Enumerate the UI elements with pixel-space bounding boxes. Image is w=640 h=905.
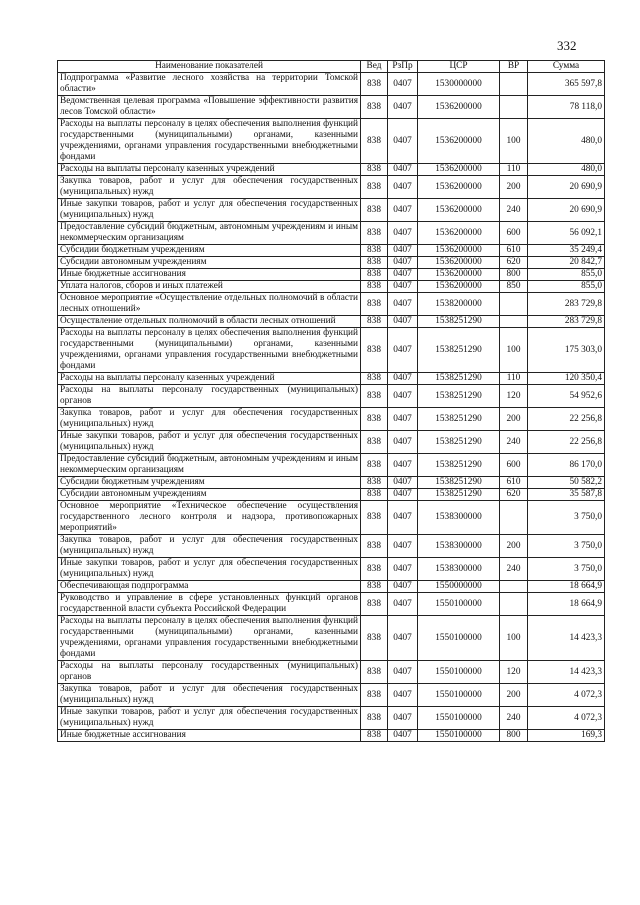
table-row [58,73,605,96]
cell-ved: 838 [361,293,388,316]
cell-name: Расходы на выплаты персоналу казенных учреждений [58,373,361,385]
cell-csr: 1550100000 [418,616,500,661]
cell-sum: 283 729,8 [528,316,605,328]
cell-csr: 1538251290 [418,385,500,408]
cell-sum: 18 664,9 [528,581,605,593]
table-row [58,661,605,684]
header-rzpr: РзПр [388,61,418,73]
cell-ved: 838 [361,408,388,431]
cell-ved: 838 [361,501,388,535]
cell-name: Иные закупки товаров, работ и услуг для обеспечения государственных (муниципальных) нужд [58,199,361,222]
cell-rzpr: 0407 [388,477,418,489]
cell-vr [500,316,528,328]
cell-vr: 850 [500,281,528,293]
table-row [58,616,605,661]
table-row [58,431,605,454]
cell-ved: 838 [361,431,388,454]
cell-ved: 838 [361,73,388,96]
cell-rzpr: 0407 [388,245,418,257]
cell-name: Расходы на выплаты персоналу казенных учреждений [58,164,361,176]
cell-csr: 1550100000 [418,661,500,684]
cell-ved: 838 [361,222,388,245]
table-row [58,222,605,245]
cell-vr: 240 [500,558,528,581]
cell-rzpr: 0407 [388,281,418,293]
cell-csr: 1536200000 [418,96,500,119]
cell-vr: 200 [500,176,528,199]
budget-table [57,60,605,742]
cell-vr [500,581,528,593]
cell-rzpr: 0407 [388,661,418,684]
cell-csr: 1538300000 [418,501,500,535]
cell-vr: 240 [500,707,528,730]
cell-vr: 800 [500,269,528,281]
cell-vr: 200 [500,535,528,558]
cell-csr: 1538251290 [418,316,500,328]
cell-ved: 838 [361,373,388,385]
cell-sum: 120 350,4 [528,373,605,385]
cell-sum: 20 690,9 [528,199,605,222]
cell-csr: 1536200000 [418,281,500,293]
cell-ved: 838 [361,257,388,269]
header-vr: ВР [500,61,528,73]
cell-ved: 838 [361,477,388,489]
cell-rzpr: 0407 [388,316,418,328]
cell-sum: 3 750,0 [528,535,605,558]
cell-ved: 838 [361,454,388,477]
cell-ved: 838 [361,176,388,199]
cell-rzpr: 0407 [388,164,418,176]
cell-name: Расходы на выплаты персоналу государственных (муниципальных) органов [58,661,361,684]
cell-rzpr: 0407 [388,257,418,269]
cell-name: Осуществление отдельных полномочий в области лесных отношений [58,316,361,328]
cell-rzpr: 0407 [388,684,418,707]
cell-name: Закупка товаров, работ и услуг для обеспечения государственных (муниципальных) нужд [58,684,361,707]
cell-name: Закупка товаров, работ и услуг для обеспечения государственных (муниципальных) нужд [58,408,361,431]
cell-ved: 838 [361,269,388,281]
cell-rzpr: 0407 [388,558,418,581]
cell-ved: 838 [361,385,388,408]
table-row [58,373,605,385]
table-header-row [58,61,605,73]
cell-rzpr: 0407 [388,535,418,558]
cell-rzpr: 0407 [388,293,418,316]
table-body [58,73,605,742]
cell-csr: 1536200000 [418,222,500,245]
cell-name: Закупка товаров, работ и услуг для обеспечения государственных (муниципальных) нужд [58,176,361,199]
page-number: 332 [557,38,577,53]
cell-sum: 4 072,3 [528,684,605,707]
cell-rzpr: 0407 [388,593,418,616]
cell-vr: 600 [500,454,528,477]
cell-name: Предоставление субсидий бюджетным, автономным учреждениям и иным некоммерческим организациям [58,222,361,245]
cell-csr: 1536200000 [418,245,500,257]
cell-rzpr: 0407 [388,616,418,661]
cell-rzpr: 0407 [388,96,418,119]
cell-rzpr: 0407 [388,73,418,96]
table-row [58,257,605,269]
cell-csr: 1538300000 [418,558,500,581]
cell-rzpr: 0407 [388,431,418,454]
cell-rzpr: 0407 [388,269,418,281]
table-row [58,730,605,742]
cell-sum: 4 072,3 [528,707,605,730]
cell-sum: 175 303,0 [528,328,605,373]
cell-sum: 20 690,9 [528,176,605,199]
cell-csr: 1550100000 [418,730,500,742]
table-row [58,316,605,328]
cell-csr: 1536200000 [418,164,500,176]
table-row [58,269,605,281]
cell-name: Иные бюджетные ассигнования [58,269,361,281]
table-row [58,408,605,431]
cell-rzpr: 0407 [388,222,418,245]
cell-csr: 1550000000 [418,581,500,593]
cell-sum: 3 750,0 [528,558,605,581]
table-row [58,581,605,593]
cell-vr: 620 [500,489,528,501]
cell-ved: 838 [361,489,388,501]
cell-vr: 200 [500,408,528,431]
cell-csr: 1536200000 [418,119,500,164]
cell-csr: 1538251290 [418,477,500,489]
table-row [58,176,605,199]
cell-ved: 838 [361,316,388,328]
cell-name: Ведомственная целевая программа «Повышение эффективности развития лесов Томской области» [58,96,361,119]
cell-name: Иные закупки товаров, работ и услуг для обеспечения государственных (муниципальных) нужд [58,707,361,730]
cell-csr: 1536200000 [418,176,500,199]
cell-name: Основное мероприятие «Техническое обеспечение осуществления государственного лесного контроля и надзора, противопожарных мероприятий» [58,501,361,535]
cell-csr: 1530000000 [418,73,500,96]
table-row [58,293,605,316]
cell-sum: 14 423,3 [528,661,605,684]
cell-name: Иные закупки товаров, работ и услуг для обеспечения государственных (муниципальных) нужд [58,558,361,581]
cell-ved: 838 [361,661,388,684]
cell-name: Субсидии автономным учреждениям [58,257,361,269]
cell-ved: 838 [361,535,388,558]
cell-vr [500,96,528,119]
table-row [58,164,605,176]
cell-vr: 610 [500,245,528,257]
cell-name: Субсидии бюджетным учреждениям [58,477,361,489]
cell-rzpr: 0407 [388,501,418,535]
header-name: Наименование показателей [58,61,361,73]
cell-vr: 800 [500,730,528,742]
table-row [58,593,605,616]
cell-ved: 838 [361,581,388,593]
cell-sum: 35 587,8 [528,489,605,501]
cell-vr: 120 [500,385,528,408]
cell-vr: 120 [500,661,528,684]
cell-csr: 1538251290 [418,431,500,454]
cell-sum: 855,0 [528,281,605,293]
cell-ved: 838 [361,707,388,730]
cell-sum: 22 256,8 [528,431,605,454]
cell-rzpr: 0407 [388,408,418,431]
cell-rzpr: 0407 [388,119,418,164]
cell-vr: 240 [500,199,528,222]
table-row [58,454,605,477]
cell-sum: 35 249,4 [528,245,605,257]
cell-vr: 610 [500,477,528,489]
cell-sum: 365 597,8 [528,73,605,96]
cell-csr: 1536200000 [418,257,500,269]
cell-sum: 18 664,9 [528,593,605,616]
cell-vr: 110 [500,164,528,176]
cell-ved: 838 [361,328,388,373]
cell-vr: 100 [500,328,528,373]
cell-ved: 838 [361,281,388,293]
cell-sum: 480,0 [528,164,605,176]
cell-vr [500,593,528,616]
cell-sum: 3 750,0 [528,501,605,535]
cell-rzpr: 0407 [388,489,418,501]
cell-ved: 838 [361,730,388,742]
cell-csr: 1536200000 [418,269,500,281]
cell-name: Обеспечивающая подпрограмма [58,581,361,593]
cell-vr: 110 [500,373,528,385]
table-row [58,385,605,408]
cell-csr: 1538200000 [418,293,500,316]
table-row [58,535,605,558]
cell-name: Иные закупки товаров, работ и услуг для обеспечения государственных (муниципальных) нужд [58,431,361,454]
cell-name: Субсидии бюджетным учреждениям [58,245,361,257]
cell-name: Расходы на выплаты персоналу в целях обеспечения выполнения функций государственными (муниципальными) органами, казенными учреждениями, органами управления государственными внебюджетными фондами [58,328,361,373]
table-row [58,96,605,119]
table-row [58,199,605,222]
table-row [58,119,605,164]
cell-ved: 838 [361,96,388,119]
cell-rzpr: 0407 [388,454,418,477]
cell-rzpr: 0407 [388,385,418,408]
cell-ved: 838 [361,164,388,176]
cell-sum: 22 256,8 [528,408,605,431]
table-row [58,477,605,489]
cell-name: Иные бюджетные ассигнования [58,730,361,742]
cell-csr: 1538251290 [418,454,500,477]
table-row [58,501,605,535]
cell-name: Расходы на выплаты персоналу в целях обеспечения выполнения функций государственными (муниципальными) органами, казенными учреждениями, органами управления государственными внебюджетными фондами [58,616,361,661]
cell-vr: 100 [500,616,528,661]
cell-vr: 100 [500,119,528,164]
cell-vr [500,501,528,535]
cell-sum: 169,3 [528,730,605,742]
cell-csr: 1538251290 [418,489,500,501]
header-csr: ЦСР [418,61,500,73]
cell-rzpr: 0407 [388,328,418,373]
cell-sum: 54 952,6 [528,385,605,408]
cell-ved: 838 [361,558,388,581]
cell-sum: 14 423,3 [528,616,605,661]
cell-ved: 838 [361,684,388,707]
cell-vr: 600 [500,222,528,245]
cell-csr: 1550100000 [418,593,500,616]
cell-rzpr: 0407 [388,707,418,730]
cell-name: Предоставление субсидий бюджетным, автономным учреждениям и иным некоммерческим организациям [58,454,361,477]
cell-ved: 838 [361,119,388,164]
cell-rzpr: 0407 [388,730,418,742]
header-sum: Сумма [528,61,605,73]
cell-ved: 838 [361,199,388,222]
cell-name: Расходы на выплаты персоналу в целях обеспечения выполнения функций государственными (муниципальными) органами, казенными учреждениями, органами управления государственными внебюджетными фондами [58,119,361,164]
cell-vr [500,73,528,96]
cell-name: Руководство и управление в сфере установленных функций органов государственной власти субъекта Российской Федерации [58,593,361,616]
cell-rzpr: 0407 [388,199,418,222]
cell-sum: 480,0 [528,119,605,164]
cell-csr: 1538251290 [418,328,500,373]
table-row [58,489,605,501]
cell-name: Основное мероприятие «Осуществление отдельных полномочий в области лесных отношений» [58,293,361,316]
cell-vr: 240 [500,431,528,454]
cell-sum: 56 092,1 [528,222,605,245]
cell-csr: 1550100000 [418,684,500,707]
cell-ved: 838 [361,616,388,661]
cell-rzpr: 0407 [388,373,418,385]
cell-ved: 838 [361,245,388,257]
cell-vr: 200 [500,684,528,707]
cell-vr: 620 [500,257,528,269]
cell-rzpr: 0407 [388,581,418,593]
cell-name: Расходы на выплаты персоналу государственных (муниципальных) органов [58,385,361,408]
cell-name: Подпрограмма «Развитие лесного хозяйства на территории Томской области» [58,73,361,96]
cell-csr: 1538300000 [418,535,500,558]
cell-name: Уплата налогов, сборов и иных платежей [58,281,361,293]
cell-vr [500,293,528,316]
cell-csr: 1536200000 [418,199,500,222]
cell-sum: 20 842,7 [528,257,605,269]
cell-sum: 855,0 [528,269,605,281]
cell-ved: 838 [361,593,388,616]
table-row [58,281,605,293]
table-row [58,684,605,707]
cell-csr: 1550100000 [418,707,500,730]
cell-sum: 78 118,0 [528,96,605,119]
table-row [58,328,605,373]
table-row [58,707,605,730]
cell-csr: 1538251290 [418,408,500,431]
cell-sum: 283 729,8 [528,293,605,316]
cell-name: Закупка товаров, работ и услуг для обеспечения государственных (муниципальных) нужд [58,535,361,558]
cell-csr: 1538251290 [418,373,500,385]
cell-sum: 86 170,0 [528,454,605,477]
table-row [58,245,605,257]
cell-rzpr: 0407 [388,176,418,199]
table-row [58,558,605,581]
cell-sum: 50 582,2 [528,477,605,489]
header-ved: Вед [361,61,388,73]
cell-name: Субсидии автономным учреждениям [58,489,361,501]
